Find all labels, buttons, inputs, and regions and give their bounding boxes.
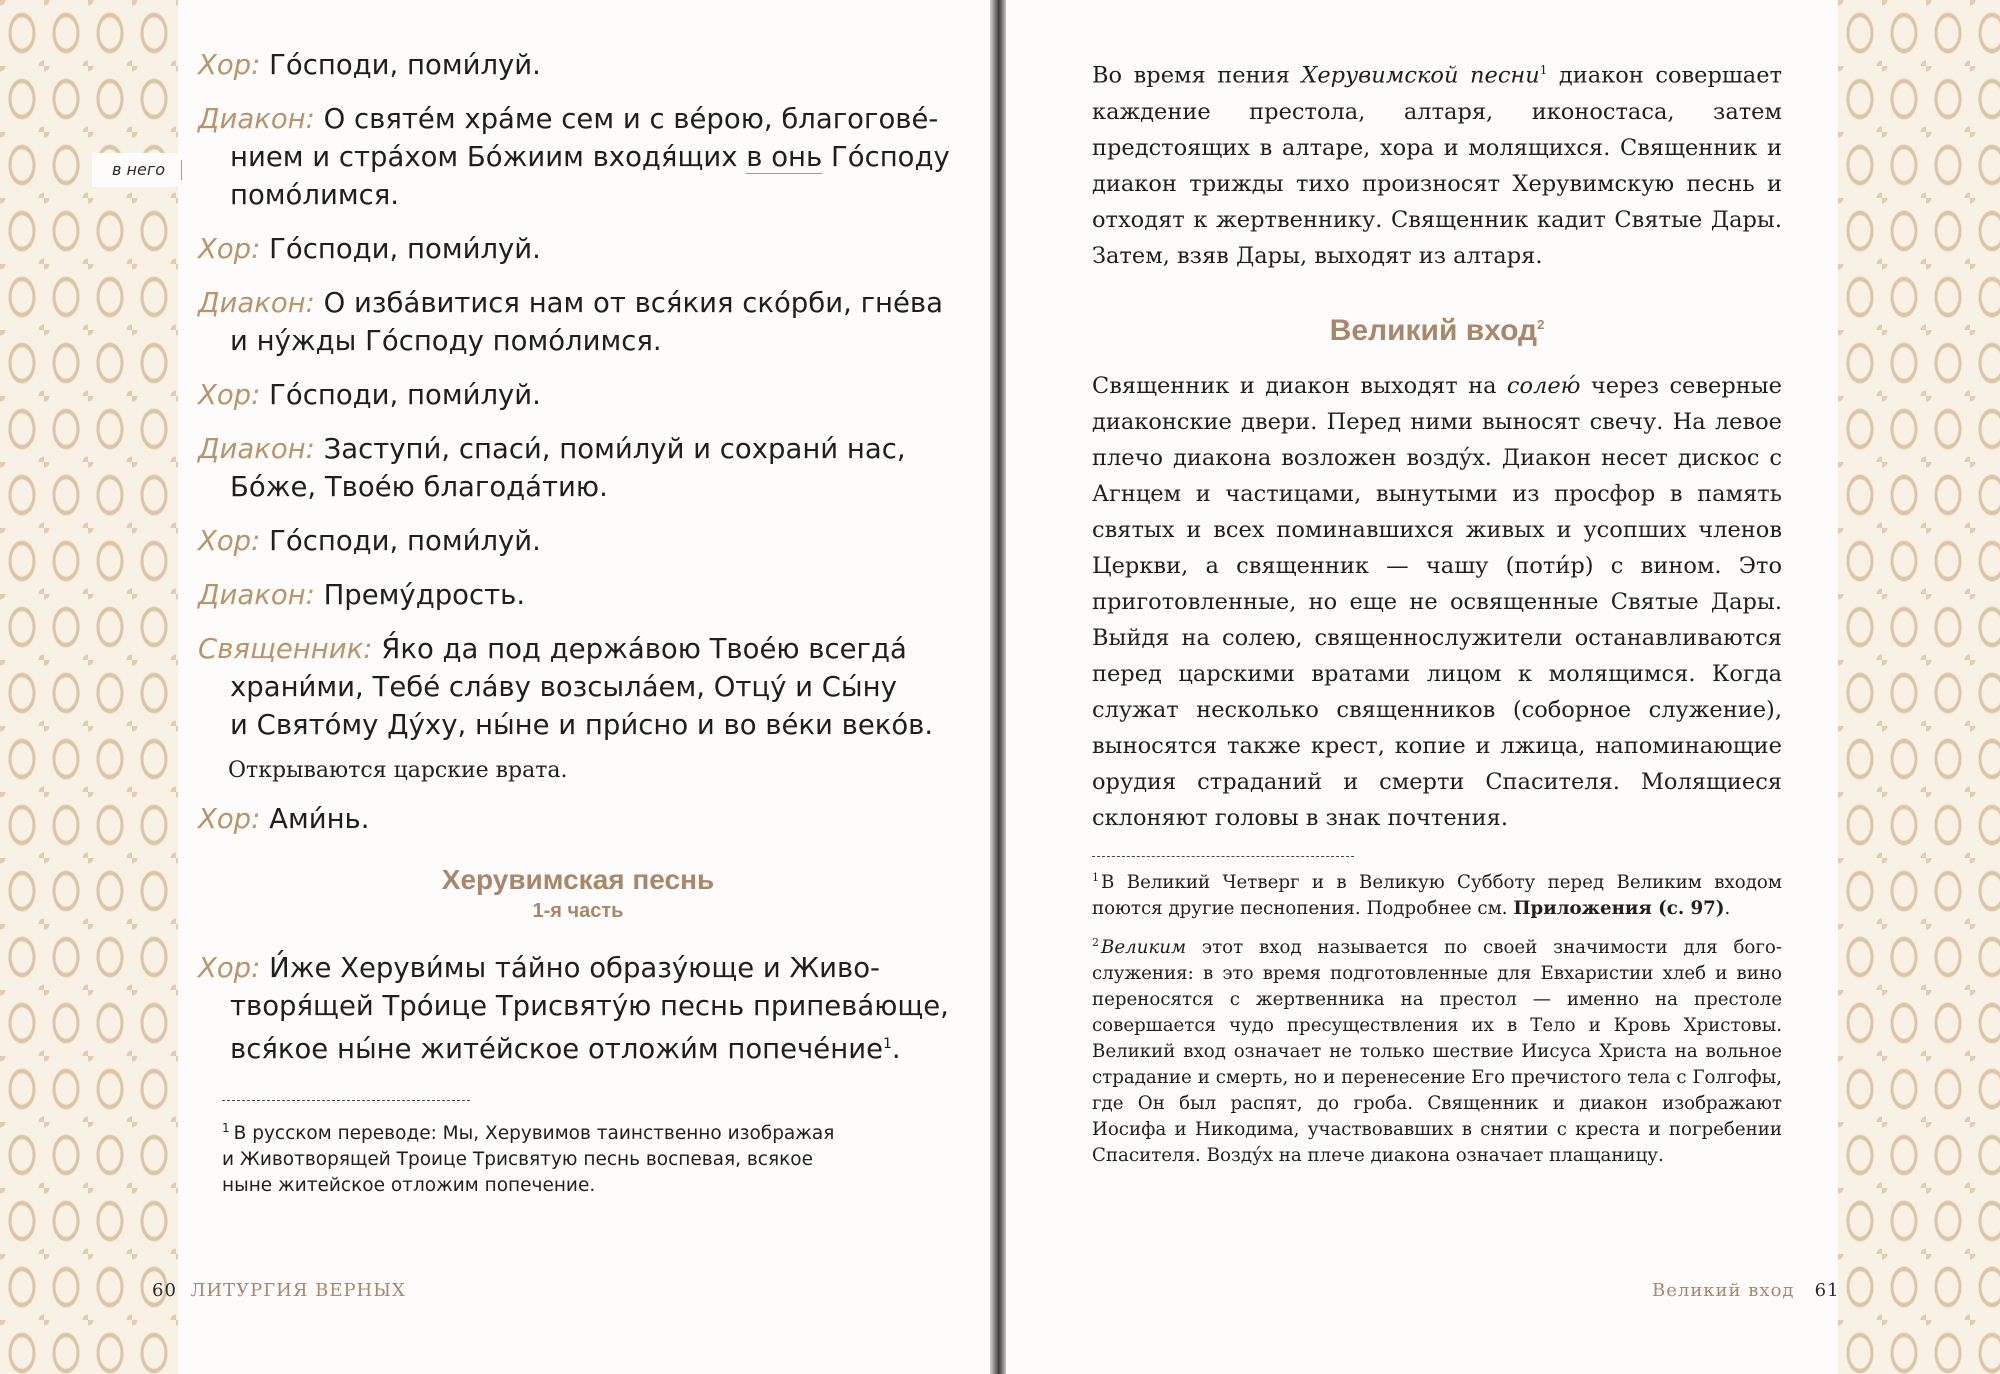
- right-ornament-border: [1838, 0, 2000, 1374]
- litany-line: Хор: Го́споди, поми́луй.: [198, 233, 541, 265]
- book-gutter: [990, 0, 1006, 1374]
- left-page: [0, 0, 990, 1374]
- litany-line: Хор: Го́споди, поми́луй.: [198, 49, 541, 81]
- litany-line: Диакон: О святе́м хра́ме сем и с ве́рою, благогове́- нием и стра́хом Бо́жиим входя́щих в онь Го́споду помо́лимся.: [198, 103, 950, 211]
- section-title: Херувимская песнь: [441, 864, 715, 895]
- footnote: $^1$ В русском переводе: Мы, Херувимов таинственно изображая и Животворящей Троице Трисвятую песнь воспевая, всякое ныне житейское отложим попечение.: [222, 1121, 835, 1197]
- litany-line: Хор: Го́споди, поми́луй.: [198, 525, 541, 557]
- margin-note: в него: [92, 153, 188, 187]
- litany-line: Диакон: О изба́витися нам от вся́кия ско́рби, гне́ва и ну́жды Го́споду помо́лимся.: [198, 287, 943, 357]
- left-folio: 60 ЛИТУРГИЯ ВЕРНЫХ: [152, 1280, 406, 1301]
- litany-line: Диакон: Прему́дрость.: [198, 579, 526, 611]
- intro-paragraph: Во время пения Херувимской песни$^1$ диакон совершает каждение престола, алтаря, иконостаса, затем предстоящих в алтаре, хора и молящихся. Священник и диакон трижды тихо произносят Херувимскую песнь и отходят к жертвеннику. Священник кадит Святые Дары. Затем, взяв Дары, выходят из алтаря.: [1092, 62, 1782, 269]
- litany-line: Хор: Го́споди, поми́луй.: [198, 379, 541, 411]
- footnote: $^2$ Великим этот вход называется по своей значимости для богослужения: в это время подготовленные для Евхаристии хлеб и вино переносятся с жертвенника на престол — именно на престоле совершается чудо пресуществления их в Тело и Кровь Христовы. Великий вход означает не только шествие Иисуса Христа на вольное страдание и смерть, но и перенесение Его пречистого тела с Голгофы, где Он был распят, до гроба. Священник и диакон изображают Иосифа и Никодима, участвовавших в снятии с креста и погребении Спасителя. Возду́х на плече диакона означает плащаницу.: [1092, 935, 1782, 1166]
- hymn-text: Хор: И́же Херуви́мы та́йно образу́юще и Живо- творя́щей Тро́ице Трисвяту́ю песнь припева́юще, вся́кое ны́не жите́йское отложи́м попече́ние$^1$.: [198, 952, 949, 1066]
- left-ornament-border: [0, 0, 178, 1374]
- section-title: Великий вход$^2$: [1329, 313, 1545, 347]
- footnote-divider: [222, 1100, 470, 1101]
- body-paragraph: Священник и диакон выходят на солею́ через северные диаконские двери. Перед ними выносят свечу. На левое плечо диакона возложен возду́х. Диакон несет дискос с Агнцем и частицами, вынутыми из просфор в память святых и всех поминавшихся живых и усопших членов Церкви, а священник — чашу (поти́р) с вином. Это приготовленные, но еще не освященные Святые Дары. Выйдя на солею, священнослужители останавливаются перед царскими вратами лицом к молящимся. Когда служат несколько священников (соборное служение), выносятся также крест, копие и лжица, напоминающие орудия страданий и смерти Спасителя. Молящиеся склоняют головы в знак почтения.: [1092, 372, 1782, 831]
- litany-line: Диакон: Заступи́, спаси́, поми́луй и сохрани́ нас, Бо́же, Твое́ю благода́тию.: [198, 433, 906, 503]
- left-page-text: [198, 46, 958, 1199]
- footnote-divider: [1092, 856, 1354, 857]
- rubric: Открываются царские врата.: [228, 758, 568, 783]
- right-page-text: [1092, 52, 1782, 1177]
- litany-line: Священник: Я́ко да под держа́вою Твое́ю всегда́ храни́ми, Тебе́ сла́ву возсыла́ем, Отцу́ и Сы́ну и Свято́му Ду́ху, ны́не и при́сно и во ве́ки веко́в.: [198, 633, 934, 741]
- footnote: $^1$ В Великий Четверг и в Великую Субботу перед Великим входом поются другие песнопения. Подробнее см. Приложения (с. 97).: [1092, 870, 1782, 919]
- right-page: [1006, 0, 2000, 1374]
- litany-line: Хор: Ами́нь.: [198, 803, 370, 835]
- section-subtitle: 1-я часть: [532, 900, 624, 922]
- underlined-term: в онь: [746, 141, 823, 173]
- right-folio: Великий вход 61: [1652, 1280, 1840, 1301]
